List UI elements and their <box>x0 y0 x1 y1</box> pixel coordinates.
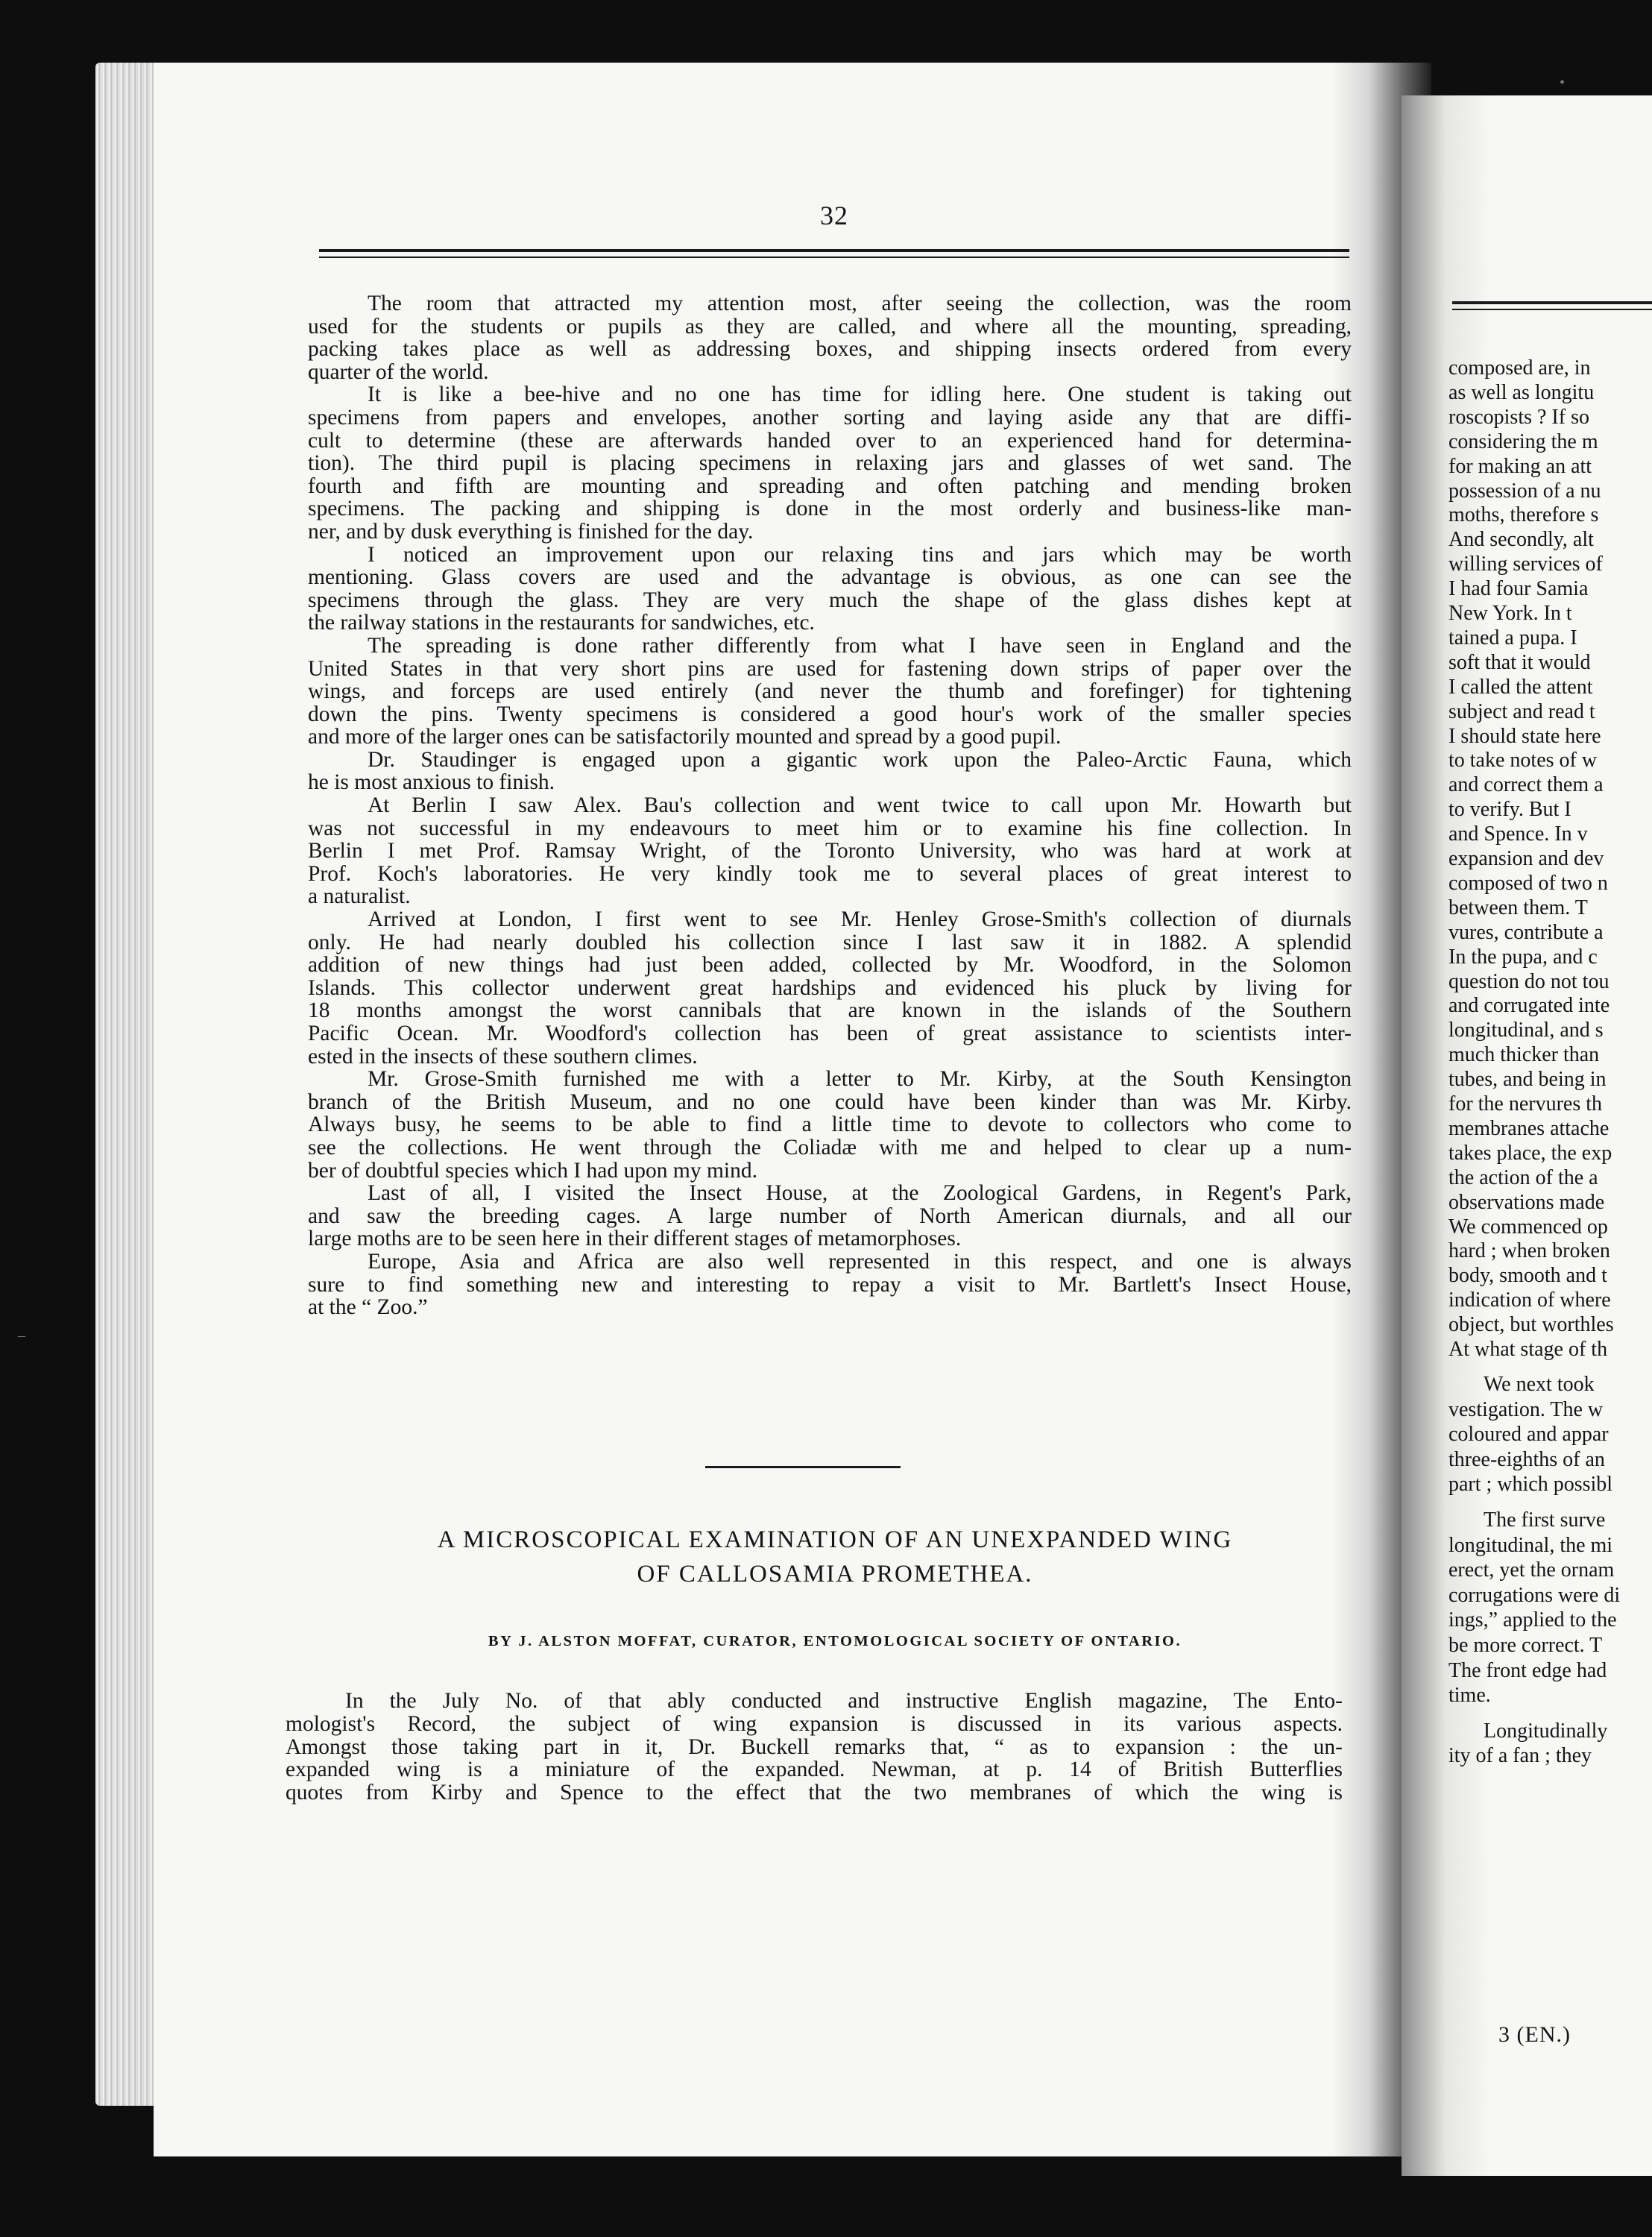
right-page-line: tubes, and being in <box>1448 1068 1607 1092</box>
right-page-line: Longitudinally <box>1484 1719 1608 1743</box>
right-page-line: And secondly, alt <box>1448 528 1594 552</box>
article-line: In the July No. of that ably conducted and instructive English magazine, The Ento- <box>345 1689 1343 1713</box>
right-page-line: the action of the a <box>1448 1165 1598 1189</box>
paragraph <box>308 635 1352 749</box>
right-page-line: time. <box>1448 1684 1491 1708</box>
right-page-line: tained a pupa. I <box>1448 626 1577 649</box>
right-page-line: hard ; when broken <box>1448 1239 1610 1263</box>
right-page-line: New York. In t <box>1448 602 1572 625</box>
right-page-line: composed of two n <box>1448 871 1608 895</box>
right-page-line: I had four Samia <box>1448 577 1589 601</box>
text-line: Prof. Koch's laboratories. He very kindly took me to several places of great interest to <box>308 861 1352 886</box>
page-edges <box>95 63 160 2106</box>
text-line: Europe, Asia and Africa are also well represented in this respect, and one is always <box>368 1249 1352 1274</box>
text-line: ner, and by dusk everything is finished for the day. <box>308 519 754 544</box>
right-page-line: vures, contribute a <box>1448 920 1604 944</box>
dust-speck: • <box>1560 75 1566 91</box>
right-page-line: and corrugated inte <box>1448 994 1610 1018</box>
text-line: at the “ Zoo.” <box>308 1295 428 1320</box>
text-line: Dr. Staudinger is engaged upon a gigantic work upon the Paleo-Arctic Fauna, which <box>368 747 1352 772</box>
text-line: branch of the British Museum, and no one could have been kinder than was Mr. Kirby. <box>308 1089 1352 1114</box>
right-page-line: three-eighths of an <box>1448 1447 1605 1471</box>
right-header-rule-thick <box>1452 301 1652 304</box>
text-line: the railway stations in the restaurants for sandwiches, etc. <box>308 611 815 635</box>
page-number: 32 <box>820 201 848 230</box>
text-line: I noticed an improvement upon our relaxing tins and jars which may be worth <box>368 542 1352 567</box>
text-line: ber of doubtful species which I had upon my mind. <box>308 1158 757 1183</box>
text-line: sure to find something new and interesting to repay a visit to Mr. Bartlett's Insect House, <box>308 1272 1352 1297</box>
right-header-rule-thin <box>1452 309 1652 310</box>
right-page-line: We commenced op <box>1448 1215 1608 1239</box>
right-page-line: expansion and dev <box>1448 847 1604 870</box>
right-page-line: to verify. But I <box>1448 798 1571 822</box>
paragraph <box>308 544 1352 635</box>
right-page-line: much thicker than <box>1448 1043 1600 1067</box>
article-line: mologist's Record, the subject of wing expansion is discussed in its various aspects. <box>286 1711 1343 1736</box>
text-line: Islands. This collector underwent great hardships and evidenced his pluck by living for <box>308 975 1352 1000</box>
right-page-line: roscopists ? If so <box>1448 405 1589 429</box>
right-page-line: indication of where <box>1448 1289 1611 1312</box>
article-line: Amongst those taking part in it, Dr. Buckell remarks that, “ as to expansion : the un- <box>286 1734 1343 1759</box>
right-page-line: ity of a fan ; they <box>1448 1744 1592 1768</box>
right-page-line: to take notes of w <box>1448 749 1598 773</box>
right-page-line: willing services of <box>1448 553 1603 576</box>
right-page-line: membranes attache <box>1448 1116 1610 1140</box>
text-line: mentioning. Glass covers are used and the advantage is obvious, as one can see the <box>308 565 1352 590</box>
text-line: cult to determine (these are afterwards handed over to an experienced hand for determina- <box>308 428 1352 453</box>
article-title-line1: A MICROSCOPICAL EXAMINATION OF AN UNEXPANDED WING <box>437 1526 1233 1553</box>
section-divider <box>705 1466 901 1468</box>
right-page-line: ings,” applied to the <box>1448 1608 1617 1632</box>
header-rule-thick <box>319 249 1349 252</box>
right-page-line: object, but worthles <box>1448 1313 1614 1337</box>
right-page-line: as well as longitu <box>1448 380 1595 404</box>
text-line: only. He had nearly doubled his collection since I last saw it in 1882. A splendid <box>308 930 1352 954</box>
right-page-line: part ; which possibl <box>1448 1473 1613 1497</box>
text-line: down the pins. Twenty specimens is considered a good hour's work of the smaller species <box>308 702 1352 726</box>
right-page-line: and Spence. In v <box>1448 822 1588 846</box>
text-line: It is like a bee-hive and no one has time for idling here. One student is taking out <box>368 383 1352 407</box>
right-page-line: I called the attent <box>1448 675 1593 699</box>
paragraph <box>308 908 1352 1068</box>
text-line: quarter of the world. <box>308 359 489 384</box>
paragraph <box>308 749 1352 794</box>
right-page-line: moths, therefore s <box>1448 503 1599 527</box>
dust-speck: – <box>18 1327 25 1344</box>
right-page-line: At what stage of th <box>1448 1338 1608 1361</box>
right-page-line: observations made <box>1448 1190 1605 1214</box>
right-page-line: subject and read t <box>1448 699 1595 723</box>
text-line: Mr. Grose-Smith furnished me with a letter to Mr. Kirby, at the South Kensington <box>368 1067 1352 1092</box>
header-rule-thin <box>319 257 1349 258</box>
right-page-line: and correct them a <box>1448 773 1604 797</box>
right-page-line: erect, yet the ornam <box>1448 1558 1615 1582</box>
right-page-line: be more correct. T <box>1448 1633 1603 1657</box>
right-page-line: coloured and appar <box>1448 1423 1609 1447</box>
right-page-line: corrugations were di <box>1448 1583 1621 1607</box>
paragraph <box>308 1182 1352 1250</box>
text-line: At Berlin I saw Alex. Bau's collection and went twice to call upon Mr. Howarth but <box>368 793 1352 818</box>
right-page-line: soft that it would <box>1448 650 1591 674</box>
right-page-line: We next took <box>1484 1372 1595 1396</box>
signature-mark: 3 (EN.) <box>1498 2022 1571 2047</box>
text-line: addition of new things had just been added, collected by Mr. Woodford, in the Solomon <box>308 953 1352 978</box>
text-line: specimens through the glass. They are very much the shape of the glass dishes kept at <box>308 588 1352 612</box>
right-page-line: longitudinal, the mi <box>1448 1533 1613 1557</box>
article-byline: BY J. ALSTON MOFFAT, CURATOR, ENTOMOLOGICAL SOCIETY OF ONTARIO. <box>488 1633 1182 1649</box>
text-line: tion). The third pupil is placing specimens in relaxing jars and glasses of wet sand. The <box>308 451 1352 476</box>
article-body <box>286 1690 1343 1805</box>
text-line: Arrived at London, I first went to see Mr. Henley Grose-Smith's collection of diurnals <box>368 907 1352 932</box>
right-page-line: considering the m <box>1448 430 1598 453</box>
paragraph <box>308 1068 1352 1182</box>
text-line: was not successful in my endeavours to meet him or to examine his fine collection. In <box>308 816 1352 840</box>
right-page-line: for making an att <box>1448 454 1592 478</box>
right-page-line: vestigation. The w <box>1448 1397 1604 1421</box>
text-line: fourth and fifth are mounting and spreading and often patching and mending broken <box>308 473 1352 498</box>
text-line: see the collections. He went through the Coliadæ with me and helped to clear up a num- <box>308 1135 1352 1160</box>
text-line: a naturalist. <box>308 884 411 909</box>
right-page-line: between them. T <box>1448 896 1588 919</box>
text-line: used for the students or pupils as they are called, and where all the mounting, spreading, <box>308 314 1352 339</box>
right-page-line: longitudinal, and s <box>1448 1019 1604 1042</box>
text-line: 18 months amongst the worst cannibals that are known in the islands of the Southern <box>308 998 1352 1023</box>
text-line: The spreading is done rather differently from what I have seen in England and the <box>368 633 1352 658</box>
right-page-line: composed are, in <box>1448 356 1591 380</box>
paragraph <box>308 794 1352 908</box>
paragraph <box>308 383 1352 543</box>
text-line: large moths are to be seen here in their different stages of metamorphoses. <box>308 1227 962 1251</box>
article-line: quotes from Kirby and Spence to the effect that the two membranes of which the wing is <box>286 1781 1343 1805</box>
text-line: packing takes place as well as addressing boxes, and shipping insects ordered from every <box>308 337 1352 362</box>
right-page-line: body, smooth and t <box>1448 1264 1607 1288</box>
right-page-line: I should state here <box>1448 724 1601 748</box>
text-line: wings, and forceps are used entirely (and never the thumb and forefinger) for tightening <box>308 679 1352 704</box>
right-page-line: The first surve <box>1484 1508 1606 1532</box>
text-line: he is most anxious to finish. <box>308 770 555 795</box>
text-line: Pacific Ocean. Mr. Woodford's collection has been of great assistance to scientists inter- <box>308 1022 1352 1045</box>
text-line: and saw the breeding cages. A large number of North American diurnals, and all our <box>308 1204 1352 1228</box>
text-line: specimens from papers and envelopes, another sorting and laying aside any that are diffi- <box>308 405 1352 430</box>
right-page-line: takes place, the exp <box>1448 1141 1612 1165</box>
right-page-line: for the nervures th <box>1448 1092 1603 1116</box>
right-page-line: In the pupa, and c <box>1448 945 1598 969</box>
text-line: ested in the insects of these southern climes. <box>308 1044 698 1069</box>
essay-text <box>308 292 1352 1319</box>
text-line: Last of all, I visited the Insect House, at the Zoological Gardens, in Regent's Park, <box>368 1181 1352 1206</box>
right-page-line: possession of a nu <box>1448 479 1601 503</box>
paragraph <box>308 1250 1352 1319</box>
text-line: The room that attracted my attention most, after seeing the collection, was the room <box>368 292 1352 315</box>
text-line: specimens. The packing and shipping is done in the most orderly and business-like man- <box>308 497 1352 521</box>
article-title <box>313 1523 1357 1591</box>
paragraph <box>308 292 1352 383</box>
right-page-line: question do not tou <box>1448 969 1610 993</box>
text-line: Always busy, he seems to be able to find a little time to devote to collectors who come to <box>308 1113 1352 1137</box>
text-line: Berlin I met Prof. Ramsay Wright, of the Toronto University, who was hard at work at <box>308 839 1352 863</box>
text-line: and more of the larger ones can be satisfactorily mounted and spread by a good pupil. <box>308 725 1062 749</box>
article-line: expanded wing is a miniature of the expanded. Newman, at p. 14 of British Butterflies <box>286 1758 1343 1782</box>
text-line: United States in that very short pins are used for fastening down strips of paper over the <box>308 656 1352 681</box>
article-title-line2: OF CALLOSAMIA PROMETHEA. <box>637 1561 1033 1588</box>
right-page-line: The front edge had <box>1448 1658 1607 1682</box>
